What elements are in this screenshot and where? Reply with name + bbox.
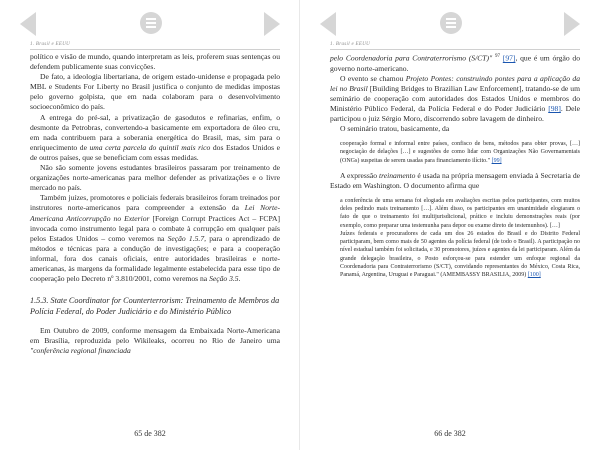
section-heading: 1.5.3. State Coordinator for Counterterrorism: Treinamento de Membros da Polícia Federal, do Poder Judiciário e do Ministério Público [30, 296, 280, 317]
section-reference: Seção 3.5. [209, 274, 241, 284]
text: , que é um órgão do governo norte-americano. [330, 53, 580, 73]
quote-text: a conferência de uma semana foi elogiada em avaliações escritas pelos participantes, com muitos deles pedindo mais treinamento […]. Além disso, os participantes em unanimidade elogiaram o fato de que o treinamento foi multijurisdicional, prático e incluiu demonstrações reais (por exemplo, como preparar uma testemunha para depor ou exame direto de testemunhos). […] [340, 198, 580, 229]
paragraph: O seminário tratou, basicamente, da [340, 124, 450, 134]
footnote-link-97[interactable]: [97] [502, 53, 516, 63]
text: [Foreign Corrupt Practices Act – FCPA] invocada como instrumento legal para o combate à corrupção em qualquer país pelos Estados Unidos – como veremos na [30, 213, 280, 243]
page-content [330, 52, 580, 285]
menu-icon-bar [446, 22, 456, 24]
quote-text [340, 140, 580, 165]
menu-icon-bar [146, 26, 156, 28]
text: O evento se chamou [340, 73, 406, 83]
footnote-link-99[interactable]: [99] [491, 157, 502, 164]
running-head: 1. Brasil e EEUU [330, 42, 371, 47]
paragraph [30, 193, 280, 284]
event-title: Projeto Pontes: construindo pontes para a aplicação da lei no Brasil [330, 73, 580, 93]
menu-icon-bar [146, 22, 156, 24]
menu-button[interactable] [140, 12, 162, 34]
header-rule [330, 49, 580, 50]
text: é usada na própria mensagem enviada à Secretaria de Estado em Washington. O documento afirma que [330, 170, 580, 190]
footnote-link-100[interactable]: [100] [527, 271, 541, 278]
paragraph [30, 113, 280, 163]
paragraph: Não são somente jovens estudantes brasileiros passaram por treinamento de organizações norte-americanas para melhor defender as privatizações e o livre mercado no país. [30, 163, 280, 193]
paragraph [30, 326, 280, 356]
text: . Dele participou o juiz Sérgio Moro, discorrendo sobre lavagem de dinheiro. [330, 104, 580, 124]
text: Também juízes, promotores e policiais federais brasileiros foram treinados por instrutores norte-americanos para compreender a extensão da [30, 193, 280, 213]
prev-page-arrow-icon[interactable] [20, 12, 36, 36]
emphasis: Lei Norte-Americana Anticorrupção no Exterior [30, 203, 280, 223]
text: cooperação formal e informal entre países, confisco de bens, métodos para obter provas, […] negociação de delações […] e sugestões de como lidar com Organizações Não Governamentais (ONGs) suspeitas de serem usadas para financiamento ilícito." [340, 141, 580, 164]
prev-page-arrow-icon[interactable] [320, 12, 336, 36]
menu-icon [446, 18, 456, 20]
left-nav-bar [0, 8, 300, 40]
quotation: "conferência regional financiada [30, 346, 131, 356]
paragraph [330, 52, 580, 74]
text: [Building Bridges to Brazilian Law Enforcement], tratando-se de um seminário de cooperação com autoridades dos Estados Unidos e membros do Ministério Público Federal, da Polícia Federal e do Poder Judiciário [330, 83, 580, 113]
right-page [300, 0, 600, 450]
section-reference: Seção 1.5.7, [167, 233, 207, 243]
emphasis: uma certa parcela do quintil mais rico [89, 142, 211, 152]
right-nav-bar [300, 8, 600, 40]
next-page-arrow-icon[interactable] [564, 12, 580, 36]
quotation: pelo Coordenadoria para Contraterrorismo (S/CT)" [330, 53, 493, 63]
block-quote [340, 197, 580, 279]
footnote-marker: 97 [495, 54, 501, 59]
text: A entrega do pré-sal, a privatização de gasodutos e refinarias, enfim, o desmonte da Petrobras, convertendo-a basicamente em exportadora de óleo cru, em nada contribuem para a soberania energética do Brasil, mas, sim para o enriquecimento de [30, 112, 280, 152]
menu-button[interactable] [440, 12, 462, 34]
text: para o aprendizado de métodos e técnicas para a condução de investigações; e para a cooperação informal, fora dos canais oficiais, entre autoridades brasileiras e norte-americanas, às margens da formalidade legalmente estabelecida para esse tipo de cooperação pelo Decreto nº 3.810/2001, como veremos na [30, 233, 280, 284]
quote-text [340, 230, 580, 279]
page-number: 65 de 382 [134, 429, 166, 438]
text: Em Outubro de 2009, conforme mensagem da Embaixada Norte-Americana em Brasília, reproduzida pelo Wikileaks, ocorreu no Rio de Janeiro uma [30, 326, 280, 346]
page-content [30, 52, 280, 356]
paragraph [330, 74, 580, 124]
paragraph: De fato, a ideologia libertariana, de origem estado-unidense e propagada pelo MBL e Students For Liberty no Brasil justifica o conjunto de medidas impostas pelo governo golpista, que em nada colaboram para o desenvolvimento socioeconômico do país. [30, 72, 280, 112]
page-number: 66 de 382 [434, 429, 466, 438]
citation: (AMEMBASSY BRASILIA, 2009) [438, 271, 528, 278]
header-rule [30, 49, 280, 50]
text: A expressão [340, 170, 379, 180]
text: dos Estados Unidos e de outros países, que se beneficiam com essas medidas. [30, 142, 280, 162]
paragraph: político e visão de mundo, quando interpretam as leis, proferem suas sentenças ou defendem publicamente suas convicções. [30, 52, 280, 72]
emphasis: treinamento [378, 170, 416, 180]
block-quote [340, 140, 580, 165]
text: Juízes federais e procuradores de cada um dos 26 estados do Brasil e do Distrito Federal participaram, bem como mais de 50 agentes da polícia federal (de todo o Brasil). A participação no nível estadual também foi solicitada, e 30 promotores, juízes e agentes da lei participaram. Além da grande delegação brasileira, o Posto esforçou-se para estender um enfoque regional da Coordenadoria para Contraterrorismo (S/CT), convidando representantes do México, Costa Rica, Panamá, Argentina, Uruguai e Paraguai." [340, 230, 580, 278]
footnote-link-98[interactable]: [98] [548, 104, 561, 113]
menu-icon-bar [446, 26, 456, 28]
next-page-arrow-icon[interactable] [264, 12, 280, 36]
running-head: 1. Brasil e EEUU [30, 42, 71, 47]
paragraph [330, 171, 580, 191]
menu-icon [146, 18, 156, 20]
